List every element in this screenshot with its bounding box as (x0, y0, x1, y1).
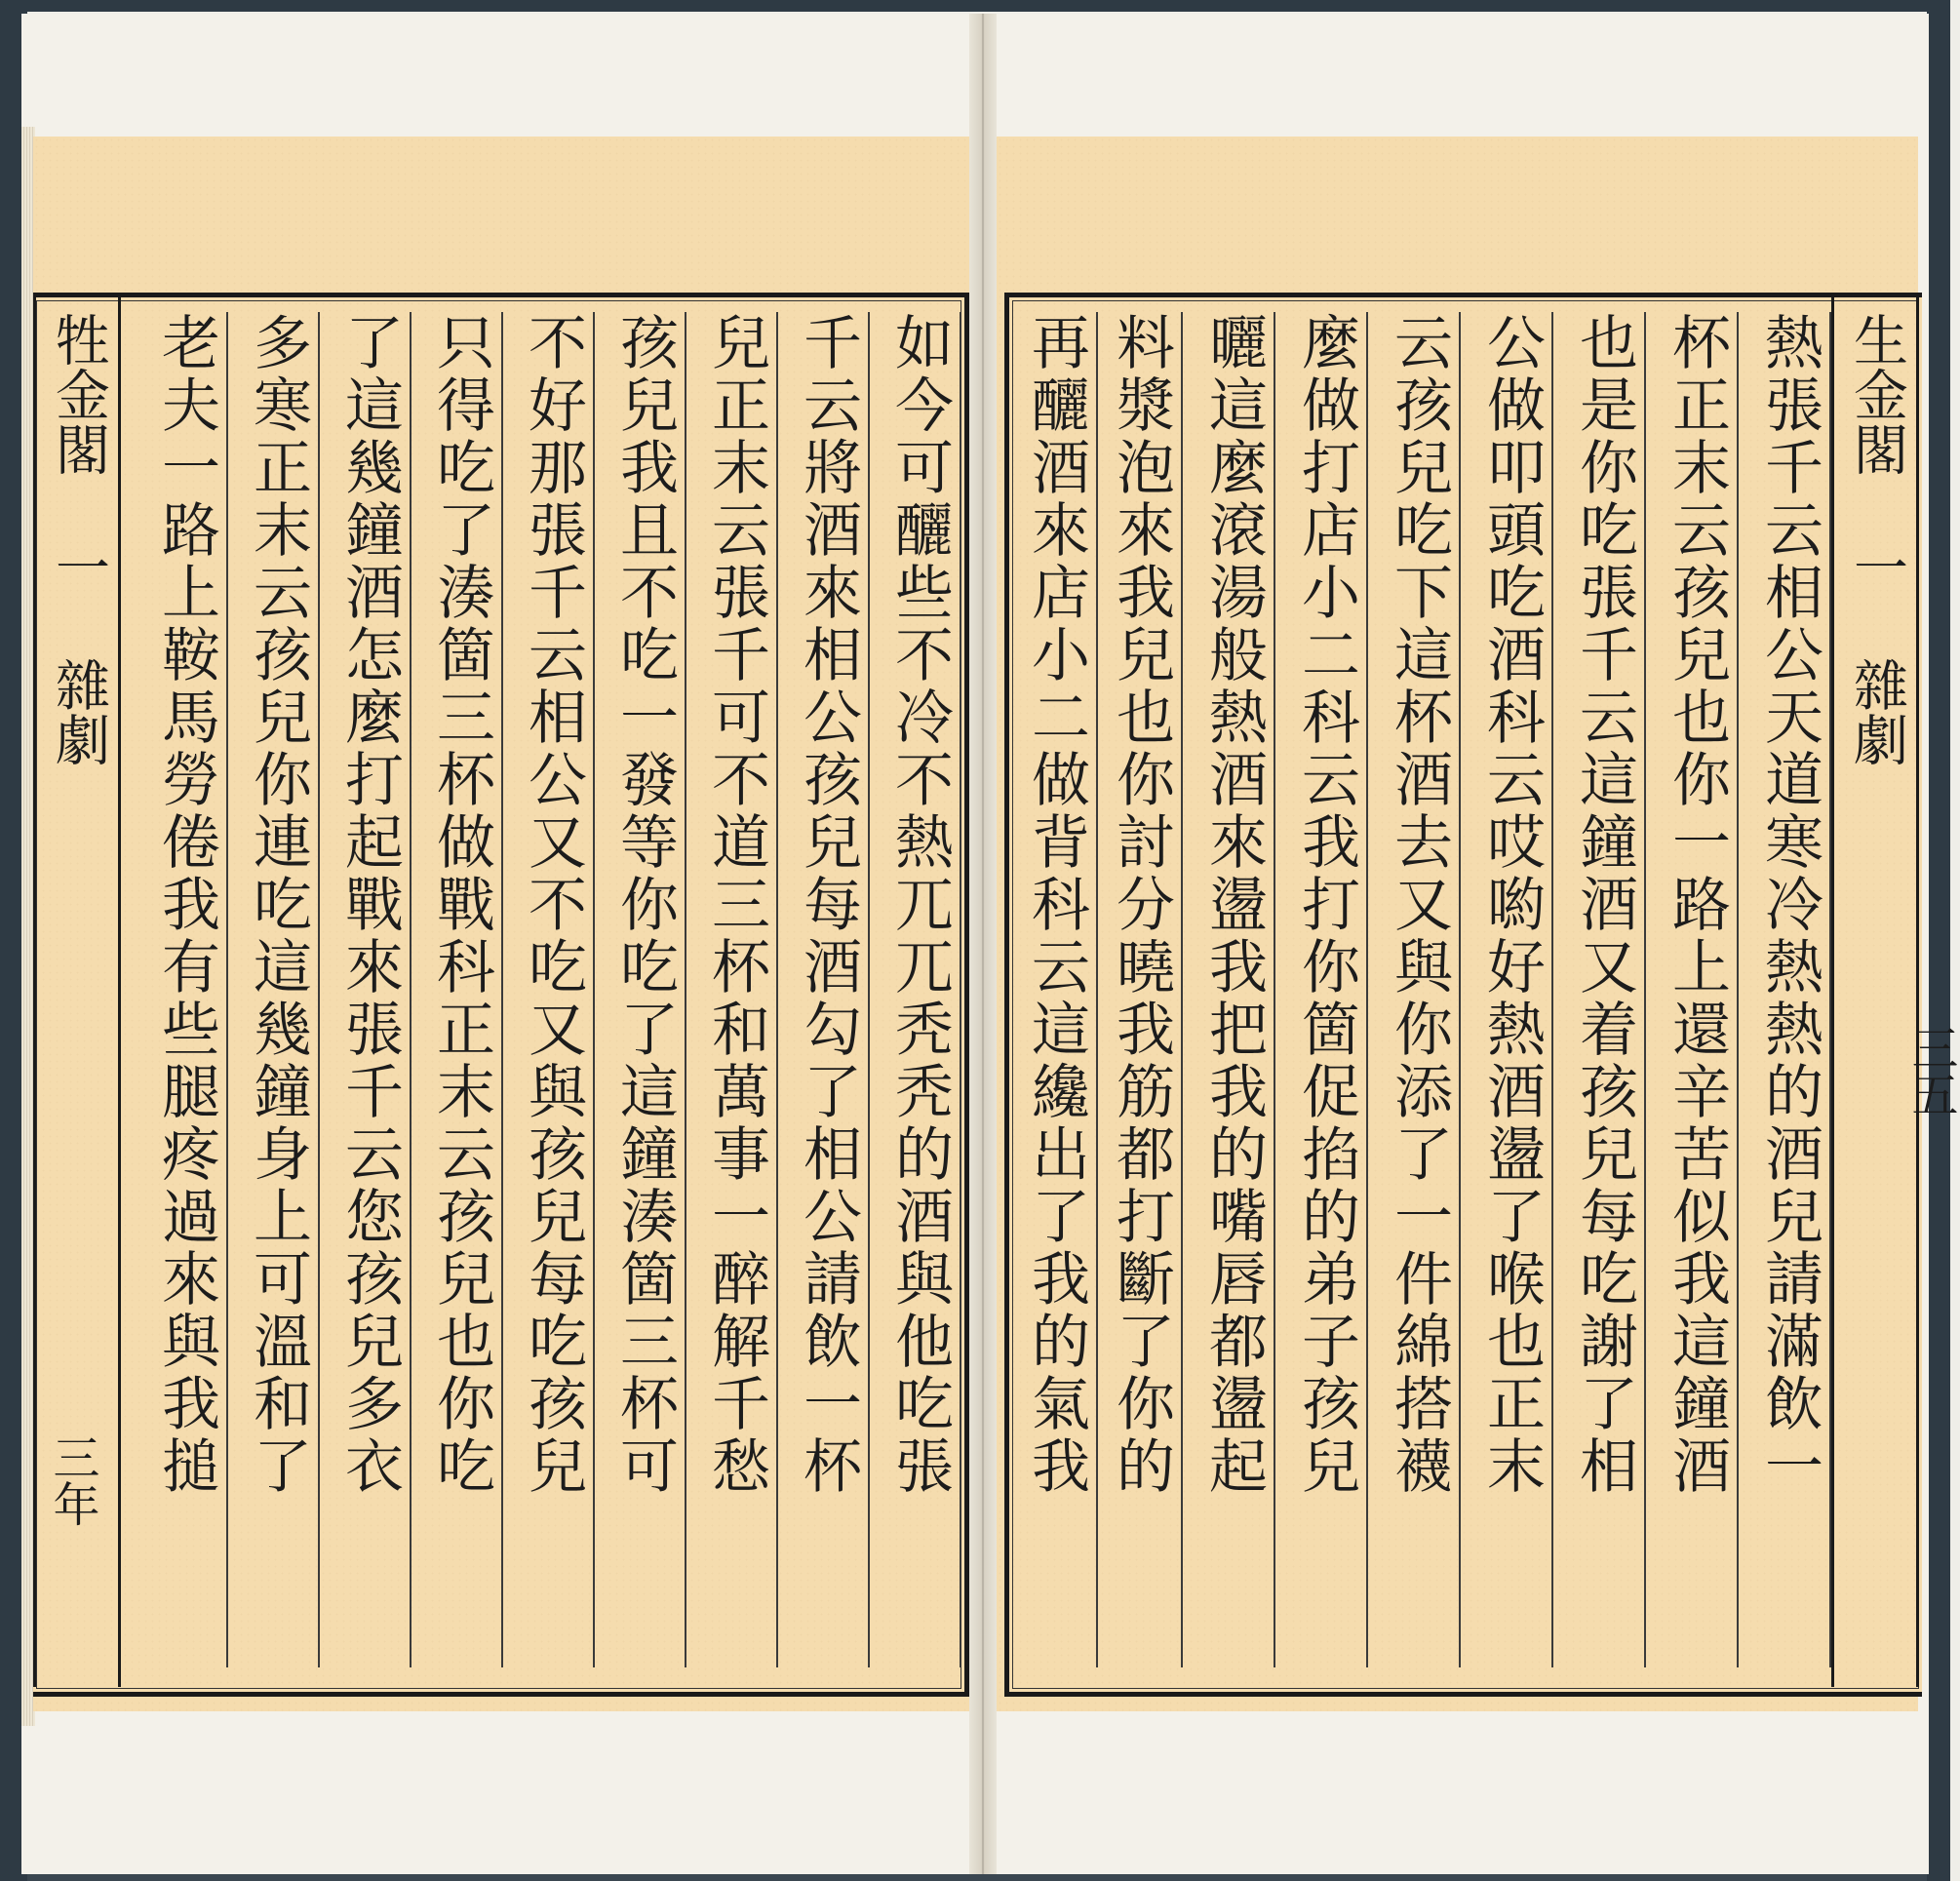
right-column-text: 曬這麼滾湯般熱酒來盪我把我的嘴唇都盪起 (1199, 312, 1268, 1498)
left-column-9 (144, 312, 228, 1667)
left-column-4 (603, 312, 686, 1667)
left-column-text: 老夫一路上鞍馬勞倦我有些腿疼過來與我搥 (152, 312, 220, 1498)
right-column-6 (1284, 312, 1368, 1667)
left-column-5 (511, 312, 595, 1667)
right-column-8 (1099, 312, 1183, 1667)
right-column-5 (1377, 312, 1461, 1667)
right-column-1 (1747, 312, 1831, 1667)
right-column-text: 云孩兒吃下這杯酒去又與你添了一件綿搭襪 (1385, 312, 1453, 1498)
left-column-text: 如今可釃些不冷不熱兀兀秃秃的酒與他吃張 (885, 312, 954, 1498)
left-column-text: 只得吃了湊箇三杯做戰科正末云孩兒也你吃 (427, 312, 495, 1498)
left-column-text: 不好那張千云相公又不吃又與孩兒每吃孩兒 (519, 312, 587, 1498)
right-banxin (1831, 293, 1919, 1687)
left-column-text: 多寒正末云孩兒你連吃這幾鐘身上可溫和了 (244, 312, 312, 1498)
right-column-text: 再釃酒來店小二做背科云這纔出了我的氣我 (1022, 312, 1090, 1498)
right-column-7 (1192, 312, 1275, 1667)
left-column-8 (236, 312, 320, 1667)
scan-frame-right (1927, 0, 1950, 1881)
left-column-3 (694, 312, 778, 1667)
left-column-7 (328, 312, 412, 1667)
left-column-2 (786, 312, 870, 1667)
scan-frame-top (0, 0, 1950, 12)
right-column-text: 熱張千云相公天道寒冷熱熱的酒兒請滿飲一 (1755, 312, 1823, 1498)
right-column-text: 公做叩頭吃酒科云哎喲好熱酒盪了喉也正末 (1477, 312, 1546, 1498)
right-column-text: 麼做打店小二科云我打你箇促掐的弟子孩兒 (1292, 312, 1360, 1498)
left-column-text: 兒正末云張千可不道三杯和萬事一醉解千愁 (702, 312, 770, 1498)
left-banxin-title: 牲金閣 一 雜劇 (47, 312, 110, 766)
right-column-text: 杯正末云孩兒也你一路上還辛苦似我這鐘酒 (1663, 312, 1731, 1498)
right-column-4 (1470, 312, 1553, 1667)
right-column-text: 料漿泡來我兒也你討分曉我筋都打斷了你的 (1107, 312, 1175, 1498)
left-column-text: 孩兒我且不吃一發等你吃了這鐘湊箇三杯可 (610, 312, 679, 1498)
left-column-1 (878, 312, 961, 1667)
right-page-number: 三五 (1903, 1024, 1958, 1117)
right-column-9 (1014, 312, 1098, 1667)
left-column-text: 了這幾鐘酒怎麼打起戰來張千云您孩兒多衣 (335, 312, 404, 1498)
left-page-number: 三年 (45, 1433, 99, 1527)
right-column-text: 也是你吃張千云這鐘酒又着孩兒每吃謝了相 (1570, 312, 1638, 1498)
book-gutter (969, 14, 997, 1874)
right-column-2 (1655, 312, 1739, 1667)
right-column-3 (1562, 312, 1646, 1667)
right-banxin-title: 生金閣 一 雜劇 (1845, 312, 1908, 766)
left-column-text: 千云將酒來相公孩兒每酒勾了相公請飲一杯 (794, 312, 862, 1498)
left-column-6 (419, 312, 503, 1667)
